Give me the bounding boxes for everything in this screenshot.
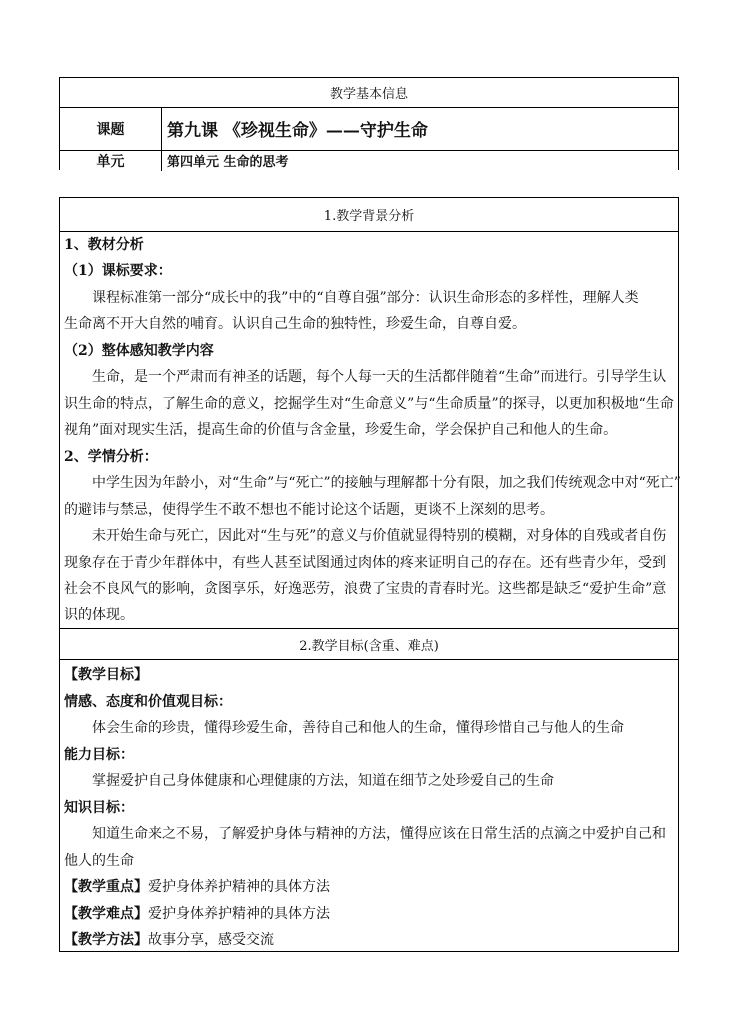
knowledge-heading: 知识目标： bbox=[64, 800, 134, 816]
info-header: 教学基本信息 bbox=[329, 87, 408, 102]
overall-heading: （2）整体感知教学内容 bbox=[64, 343, 214, 359]
key-point-label: 【教学重点】 bbox=[64, 879, 148, 895]
student-heading: 2、学情分析： bbox=[64, 449, 158, 465]
material-heading: 1、教材分析 bbox=[64, 237, 144, 253]
unit-value: 第四单元 生命的思考 bbox=[167, 155, 289, 170]
emotion-text: 体会生命的珍贵，懂得珍爱生命，善待自己和他人的生命，懂得珍惜自己与他人的生命 bbox=[92, 720, 624, 736]
difficult-point-label: 【教学难点】 bbox=[64, 906, 148, 922]
emotion-heading: 情感、态度和价值观目标： bbox=[64, 694, 232, 710]
key-point-text: 爱护身体养护精神的具体方法 bbox=[148, 879, 330, 895]
method-text: 故事分享，感受交流 bbox=[148, 932, 274, 948]
student-text-line: 识的体现。 bbox=[64, 607, 134, 623]
goals-heading: 【教学目标】 bbox=[64, 667, 148, 683]
ability-text: 掌握爱护自己身体健康和心理健康的方法，知道在细节之处珍爱自己的生命 bbox=[92, 773, 554, 789]
student-text-line: 中学生因为年龄小，对“生命”与“死亡”的接触与理解都十分有限，加之我们传统观念中对“死亡” bbox=[92, 475, 681, 491]
unit-label: 单元 bbox=[60, 150, 162, 171]
difficult-point-line bbox=[64, 904, 674, 924]
basic-info-table bbox=[59, 77, 679, 170]
standard-heading: （1）课标要求： bbox=[64, 263, 172, 279]
unit-row bbox=[60, 150, 678, 171]
method-line bbox=[64, 930, 674, 950]
section2-title: 2.教学目标(含重、难点) bbox=[60, 628, 678, 660]
ability-heading: 能力目标： bbox=[64, 747, 134, 763]
student-text-line: 现象存在于青少年群体中，有些人甚至试图通过肉体的疼来证明自己的存在。还有些青少年，受到 bbox=[64, 555, 666, 571]
overall-text-line: 视角”面对现实生活，提高生命的价值与含金量，珍爱生命，学会保护自己和他人的生命。 bbox=[64, 422, 618, 438]
overall-text-line: 识生命的特点，了解生命的意义，挖掘学生对“生命意义”与“生命质量”的探寻，以更加积极地“生命 bbox=[64, 396, 674, 412]
key-point-line bbox=[64, 877, 674, 897]
student-text-line: 社会不良风气的影响，贪图享乐，好逸恶劳，浪费了宝贵的青春时光。这些都是缺乏“爱护生命”意 bbox=[64, 581, 667, 597]
knowledge-text-line: 知道生命来之不易，了解爱护身体与精神的方法，懂得应该在日常生活的点滴之中爱护自己和 bbox=[92, 826, 666, 842]
topic-label: 课题 bbox=[60, 107, 162, 150]
info-header-row bbox=[60, 78, 678, 108]
student-text-line: 未开始生命与死亡，因此对“生与死”的意义与价值就显得特别的模糊，对身体的自残或者自伤 bbox=[92, 528, 667, 544]
knowledge-text-line: 他人的生命 bbox=[64, 853, 134, 869]
section1-title: 1.教学背景分析 bbox=[60, 198, 678, 232]
standard-text-line: 生命离不开大自然的哺育。认识自己生命的独特性，珍爱生命，自尊自爱。 bbox=[64, 316, 526, 332]
method-label: 【教学方法】 bbox=[64, 932, 148, 948]
topic-row bbox=[60, 107, 678, 151]
teaching-analysis-table bbox=[59, 197, 679, 952]
topic-value: 第九课 《珍视生命》——守护生命 bbox=[167, 121, 428, 141]
standard-text-line: 课程标准第一部分“成长中的我”中的“自尊自强”部分：认识生命形态的多样性，理解人类 bbox=[92, 290, 639, 306]
difficult-point-text: 爱护身体养护精神的具体方法 bbox=[148, 906, 330, 922]
overall-text-line: 生命，是一个严肃而有神圣的话题，每个人每一天的生活都伴随着“生命”而进行。引导学生认 bbox=[92, 369, 667, 385]
student-text-line: 的避讳与禁忌，使得学生不敢不想也不能讨论这个话题，更谈不上深刻的思考。 bbox=[64, 502, 554, 518]
